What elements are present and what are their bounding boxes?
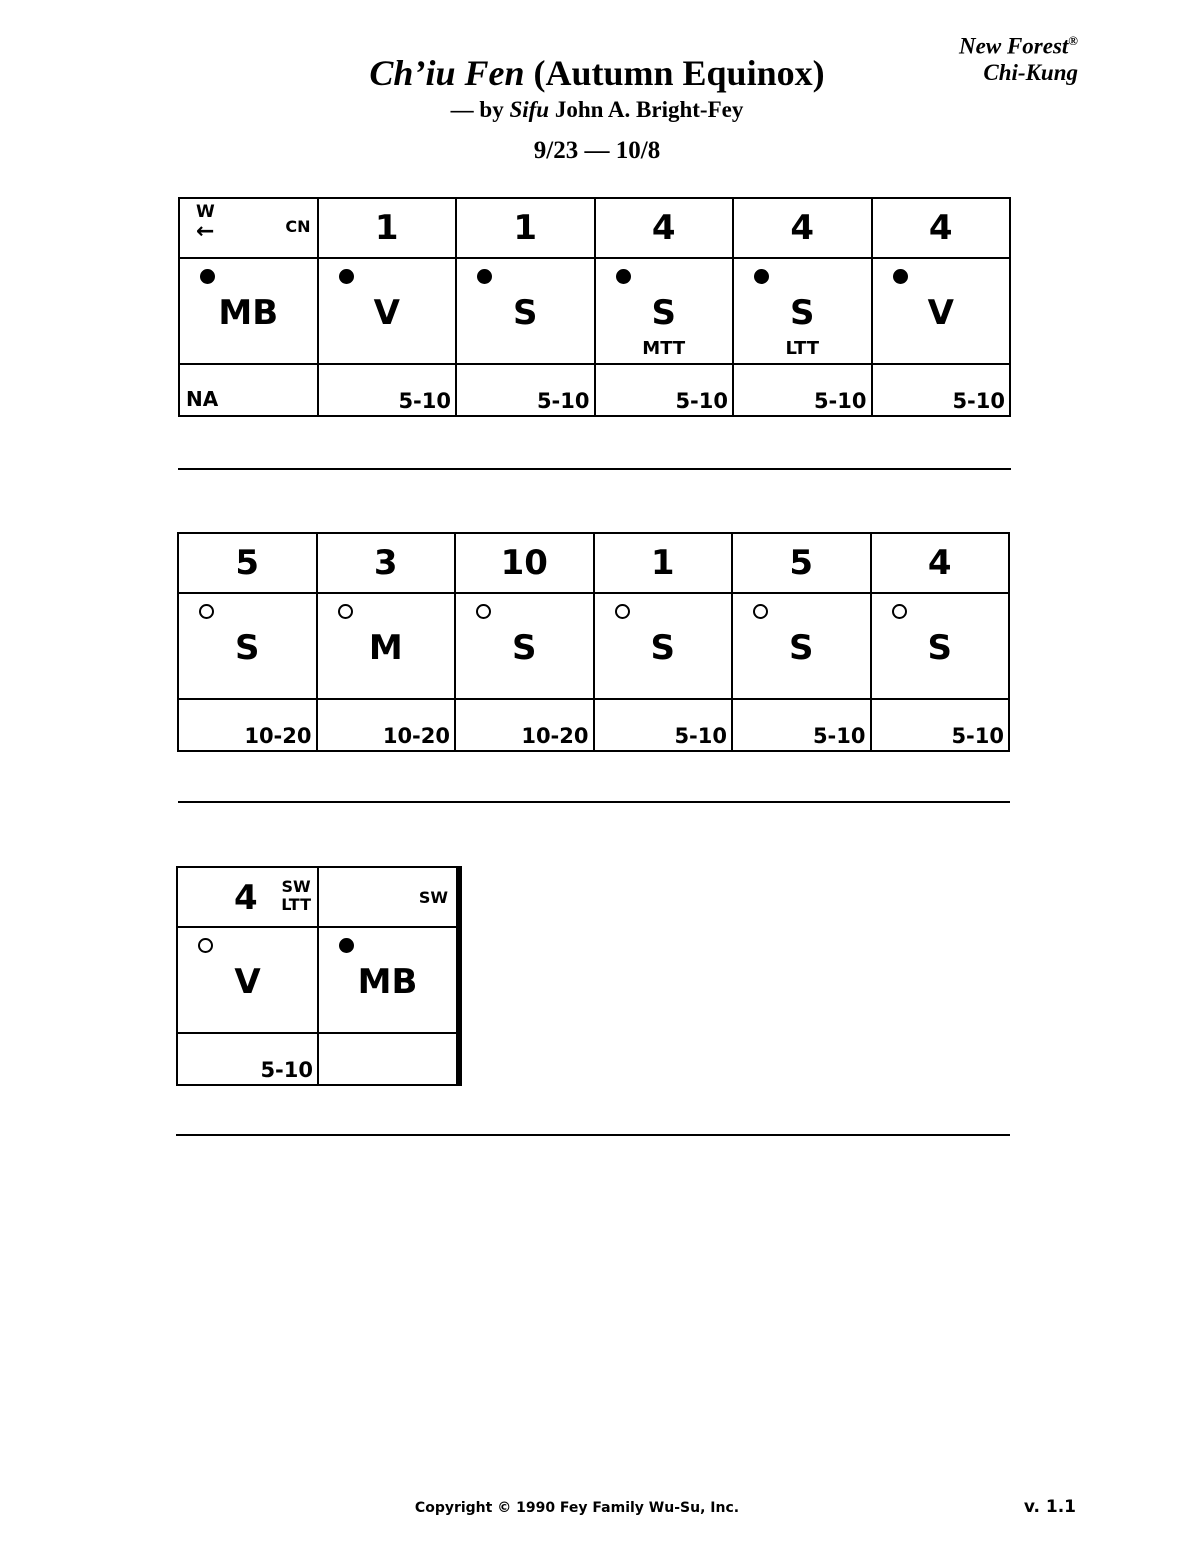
repetition-range: 10-20 <box>521 724 589 748</box>
posture-sublabel: LTT <box>281 895 311 914</box>
count-cell: 5 <box>178 533 317 593</box>
count-cell: 1 <box>456 198 595 258</box>
repetition-range: 5-10 <box>675 389 728 413</box>
brand-line2: Chi-Kung <box>983 59 1078 85</box>
repetition-range: 10-20 <box>382 724 450 748</box>
open-circle-icon <box>753 604 768 619</box>
filled-dot-icon <box>339 938 354 953</box>
posture-letter: S <box>927 628 952 668</box>
range-cell <box>594 699 733 751</box>
repetition-range: 5-10 <box>951 724 1004 748</box>
table-row <box>178 593 1009 699</box>
range-cell <box>179 364 318 416</box>
direction-label: SW <box>418 888 448 907</box>
count-cell <box>318 867 459 927</box>
cn-label: CN <box>285 217 311 236</box>
open-circle-icon <box>476 604 491 619</box>
repetition-range: 5-10 <box>536 389 590 413</box>
posture-letter: S <box>513 293 538 333</box>
range-cell <box>318 1033 459 1085</box>
count-cell <box>177 867 318 927</box>
range-cell <box>595 364 734 416</box>
table-row <box>179 258 1010 364</box>
range-cell <box>177 1033 318 1085</box>
posture-cell <box>177 927 318 1033</box>
repetition-range: 10-20 <box>244 724 312 748</box>
posture-letter: V <box>927 293 954 333</box>
repetition-range: 5-10 <box>812 724 866 748</box>
posture-cell <box>594 593 733 699</box>
repetition-range: 5-10 <box>952 389 1005 413</box>
open-circle-icon <box>615 604 630 619</box>
copyright-notice: Copyright © 1990 Fey Family Wu-Su, Inc. <box>414 1500 740 1516</box>
range-cell <box>871 699 1010 751</box>
count-cell: 4 <box>871 533 1010 593</box>
table-row <box>177 927 459 1033</box>
sequence-table-3 <box>176 866 462 1086</box>
posture-letter: S <box>651 293 676 333</box>
open-circle-icon <box>198 938 213 953</box>
count-cell: 1 <box>318 198 457 258</box>
count-cell: 4 <box>872 198 1011 258</box>
count-number: 4 <box>234 878 258 918</box>
posture-cell <box>317 593 456 699</box>
posture-letter: S <box>650 628 675 668</box>
sequence-table-1 <box>178 197 1011 417</box>
byline-pre: — by <box>450 97 510 122</box>
table-row <box>177 1033 459 1085</box>
range-cell <box>317 699 456 751</box>
direction-block <box>281 878 311 914</box>
posture-letter: S <box>512 628 537 668</box>
na-label: NA <box>186 387 219 411</box>
notes-line <box>178 801 1010 803</box>
posture-cell <box>178 593 317 699</box>
brand-line1: New Forest <box>959 33 1069 59</box>
filled-dot-icon <box>893 269 908 284</box>
repetition-range: 5-10 <box>398 389 451 413</box>
sequence-table-2 <box>177 532 1010 752</box>
posture-letter: MB <box>357 962 418 1002</box>
direction-label: W <box>196 202 215 222</box>
table-row <box>178 699 1009 751</box>
notes-line <box>176 1134 1010 1136</box>
version-label: v. 1.1 <box>1023 1497 1076 1517</box>
open-circle-icon <box>892 604 907 619</box>
count-cell: 10 <box>455 533 594 593</box>
byline <box>0 97 1194 123</box>
table-row <box>179 198 1010 258</box>
posture-sublabel: LTT <box>785 338 819 359</box>
posture-letter: S <box>235 628 260 668</box>
posture-letter: MB <box>218 293 279 333</box>
byline-title: Sifu <box>509 97 550 122</box>
posture-cell <box>456 258 595 364</box>
title-italic: Ch’iu Fen <box>369 53 525 93</box>
posture-letter: M <box>368 628 403 668</box>
repetition-range: 5-10 <box>813 389 867 413</box>
direction-marker <box>196 202 215 244</box>
range-cell <box>178 699 317 751</box>
filled-dot-icon <box>616 269 631 284</box>
filled-dot-icon <box>339 269 354 284</box>
range-cell <box>456 364 595 416</box>
posture-letter: V <box>234 962 261 1002</box>
page-title <box>0 52 1194 94</box>
posture-cell <box>179 258 318 364</box>
count-cell: 5 <box>732 533 871 593</box>
filled-dot-icon <box>754 269 769 284</box>
table-row <box>177 867 459 927</box>
direction-label: SW <box>281 877 311 896</box>
range-cell <box>872 364 1011 416</box>
posture-cell <box>871 593 1010 699</box>
posture-cell <box>733 258 872 364</box>
arrow-left-icon: ← <box>196 219 215 244</box>
title-rest: (Autumn Equinox) <box>524 53 825 93</box>
byline-author: John A. Bright-Fey <box>549 97 744 122</box>
posture-cell <box>318 927 459 1033</box>
range-cell <box>733 364 872 416</box>
range-cell <box>455 699 594 751</box>
posture-letter: V <box>373 293 400 333</box>
table-row <box>179 364 1010 416</box>
brand-registered-mark: ® <box>1068 33 1078 48</box>
date-range: 9/23 — 10/8 <box>533 137 661 164</box>
count-cell: 3 <box>317 533 456 593</box>
posture-sublabel: MTT <box>642 338 686 359</box>
posture-cell <box>318 258 457 364</box>
range-cell <box>318 364 457 416</box>
posture-cell <box>872 258 1011 364</box>
filled-dot-icon <box>200 269 215 284</box>
open-circle-icon <box>199 604 214 619</box>
posture-cell <box>732 593 871 699</box>
posture-cell <box>455 593 594 699</box>
range-cell <box>732 699 871 751</box>
count-cell: 4 <box>733 198 872 258</box>
count-cell: 4 <box>595 198 734 258</box>
posture-cell <box>595 258 734 364</box>
open-circle-icon <box>338 604 353 619</box>
posture-letter: S <box>789 628 814 668</box>
posture-letter: S <box>790 293 815 333</box>
notes-line <box>178 468 1011 470</box>
table-row <box>178 533 1009 593</box>
count-cell: 1 <box>594 533 733 593</box>
repetition-range: 5-10 <box>674 724 727 748</box>
corner-cell <box>179 198 318 258</box>
filled-dot-icon <box>477 269 492 284</box>
repetition-range: 5-10 <box>260 1058 313 1082</box>
